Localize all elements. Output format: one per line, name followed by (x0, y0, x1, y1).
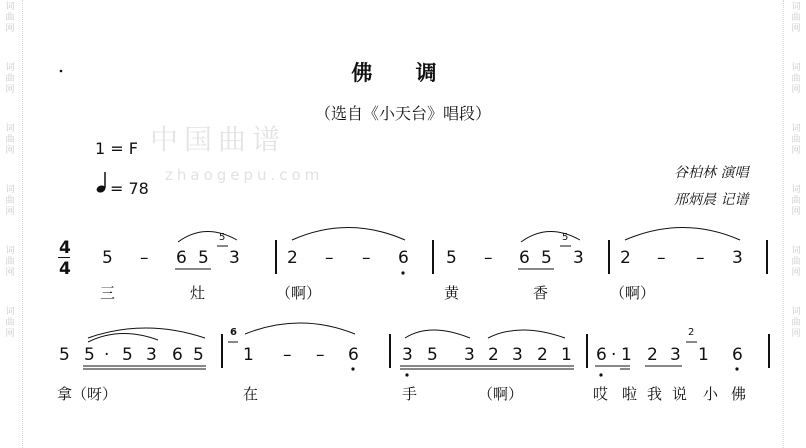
note: 5 (541, 248, 552, 268)
lyric: 在 (243, 385, 259, 403)
lyric: 佛 (731, 385, 747, 403)
watermark-url: zhaogepu.com (165, 166, 324, 184)
grace-note: 2 (688, 327, 695, 338)
note-dash: – (484, 248, 493, 268)
note: 3 (732, 248, 743, 268)
note: 6 (398, 248, 409, 268)
note: 6 (596, 345, 607, 365)
lyric: 黄 (444, 284, 460, 302)
note: 3 (229, 248, 240, 268)
grace-note: 5 (562, 232, 569, 243)
left-watermark-column: 词 曲 网 词 曲 网 词 曲 网 词 曲 网 词 曲 网 词 曲 网 (5, 2, 15, 339)
note: 1 (698, 345, 709, 365)
note: 3 (464, 345, 475, 365)
note: 5 (198, 248, 209, 268)
note-dash: – (696, 248, 705, 268)
note: 5 (122, 345, 133, 365)
note: 3 (573, 248, 584, 268)
note-dash: – (657, 248, 666, 268)
note: 3 (512, 345, 523, 365)
note: 5 (193, 345, 204, 365)
note: 5 (102, 248, 113, 268)
note: 6 (348, 345, 359, 365)
note-dash: – (140, 248, 149, 268)
grace-note: 6 (230, 327, 237, 338)
song-title: 佛 调 (351, 61, 455, 85)
note-dash: – (283, 345, 292, 365)
tempo-marking: = 78 (110, 179, 149, 198)
note-dash: – (316, 345, 325, 365)
lyric: 手 (402, 385, 418, 403)
note: 1 (621, 345, 632, 365)
lyric: （啊） (276, 284, 322, 302)
time-signature-top: 4 (59, 238, 71, 258)
note: 2 (647, 345, 658, 365)
time-signature-bottom: 4 (59, 259, 71, 279)
song-subtitle: （选自《小天台》唱段） (314, 104, 491, 123)
note: 5 (446, 248, 457, 268)
note: 5 (84, 345, 95, 365)
note: 2 (620, 248, 631, 268)
lyric: 说 (672, 385, 688, 403)
note: 1 (243, 345, 254, 365)
dot-marker: · (611, 345, 617, 365)
lyric: 我 (647, 385, 663, 403)
right-watermark-column: 词 曲 网 词 曲 网 词 曲 网 词 曲 网 词 曲 网 词 曲 网 (791, 2, 801, 339)
notator-credit: 邢炳晨 记谱 (674, 192, 749, 208)
note: 3 (670, 345, 681, 365)
lyric: （啊） (478, 385, 524, 403)
note: 6 (172, 345, 183, 365)
watermark-logo-text: 中国曲谱 (150, 123, 287, 156)
note: 3 (146, 345, 157, 365)
note-dash: – (362, 248, 371, 268)
note: 2 (488, 345, 499, 365)
lyric: 香 (533, 284, 549, 302)
note: 2 (537, 345, 548, 365)
lyric: 拿（呀） (57, 385, 118, 403)
note: 5 (427, 345, 438, 365)
note-dash: – (325, 248, 334, 268)
key-signature: 1 = F (95, 139, 138, 158)
note: 3 (402, 345, 413, 365)
lyric: （啊） (610, 284, 656, 302)
note: 6 (732, 345, 743, 365)
singer-credit: 谷柏林 演唱 (674, 165, 749, 181)
note: 2 (287, 248, 298, 268)
dot-marker: · (104, 345, 110, 365)
lyric: 小 (703, 385, 719, 403)
lyric: 三 (100, 284, 116, 302)
grace-note: 5 (219, 232, 226, 243)
note: 1 (561, 345, 572, 365)
lyric: 啦 (622, 385, 638, 403)
note: 6 (519, 248, 530, 268)
note: 5 (59, 345, 70, 365)
lyric: 灶 (190, 284, 206, 302)
note: 6 (176, 248, 187, 268)
lyric: 哎 (593, 385, 609, 403)
